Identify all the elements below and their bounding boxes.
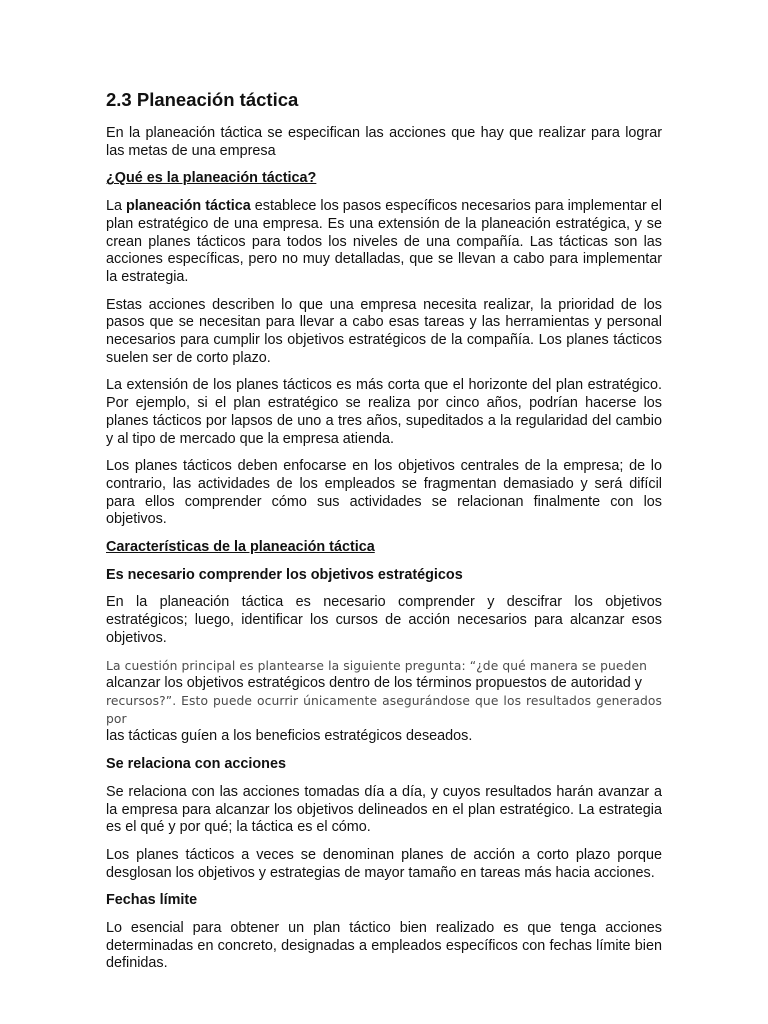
definition-term: planeación táctica bbox=[126, 198, 251, 215]
extension-paragraph: La extensión de los planes tácticos es más corta que el horizonte del plan estratégico. Por ejemplo, si el plan estratégico se realiza por cinco años, podrían hacerse los planes tácticos por lapsos de uno a tres años, supeditados a la regularidad del cambio y al tipo de mercado que la empresa atienda. bbox=[106, 377, 662, 447]
question-line-2: alcanzar los objetivos estratégicos dentro de los términos propuestos de autoridad y bbox=[106, 675, 642, 692]
definition-text: establece los pasos específicos necesarios para implementar el plan estratégico de una empresa. Es una extensión de la planeación estratégica, y se crean planes tácticos para todos los niveles de una compañía. Las tácticas son las acciones específicas, pero no muy detalladas, que se llevan a cabo para implementar la estrategia. bbox=[106, 198, 662, 285]
actions-paragraph: Estas acciones describen lo que una empresa necesita realizar, la prioridad de los pasos que se necesitan para llevar a cabo esas tareas y las herramientas y personal necesarios para cumplir los objetivos estratégicos de la compañía. Los planes tácticos suelen ser de corto plazo. bbox=[106, 296, 662, 366]
question-line-4: las tácticas guíen a los beneficios estratégicos deseados. bbox=[106, 728, 473, 745]
question-heading: ¿Qué es la planeación táctica? bbox=[106, 170, 317, 187]
daily-actions-paragraph: Se relaciona con las acciones tomadas día a día, y cuyos resultados harán avanzar a la empresa para alcanzar los objetivos delineados en el plan estratégico. La estrategia es el qué y por qué; la táctica es el cómo. bbox=[106, 783, 662, 836]
subheading-deadlines: Fechas límite bbox=[106, 892, 198, 909]
short-term-paragraph: Los planes tácticos a veces se denominan planes de acción a corto plazo porque desglosan los objetivos y estrategias de mayor tamaño en tareas más hacia acciones. bbox=[106, 846, 662, 881]
intro-paragraph: En la planeación táctica se especifican las acciones que hay que realizar para lograr las metas de una empresa bbox=[106, 125, 662, 159]
question-paragraph bbox=[106, 658, 662, 747]
subheading-objectives: Es necesario comprender los objetivos estratégicos bbox=[106, 566, 463, 583]
focus-paragraph: Los planes tácticos deben enfocarse en los objetivos centrales de la empresa; de lo contrario, las actividades de los empleados se fragmentan demasiado y será difícil para ellos comprender cómo sus actividades se relacionan finalmente con los objetivos. bbox=[106, 458, 662, 528]
objectives-paragraph: En la planeación táctica es necesario comprender y descifrar los objetivos estratégicos; luego, identificar los cursos de acción necesarios para alcanzar esos objetivos. bbox=[106, 594, 662, 646]
definition-prefix: La bbox=[106, 198, 127, 215]
deadlines-paragraph: Lo esencial para obtener un plan táctico bien realizado es que tenga acciones determinadas en concreto, designadas a empleados específicos con fechas límite bien definidas. bbox=[106, 920, 662, 972]
definition-paragraph bbox=[106, 198, 662, 287]
question-line-3: recursos?”. Esto puede ocurrir únicamente asegurándose que los resultados generados por bbox=[106, 693, 662, 726]
characteristics-heading: Características de la planeación táctica bbox=[106, 539, 375, 556]
document-page bbox=[106, 88, 662, 983]
subheading-actions: Se relaciona con acciones bbox=[106, 756, 286, 773]
section-title: 2.3 Planeación táctica bbox=[106, 89, 299, 110]
question-line-1: La cuestión principal es plantearse la siguiente pregunta: “¿de qué manera se pueden bbox=[106, 658, 648, 673]
